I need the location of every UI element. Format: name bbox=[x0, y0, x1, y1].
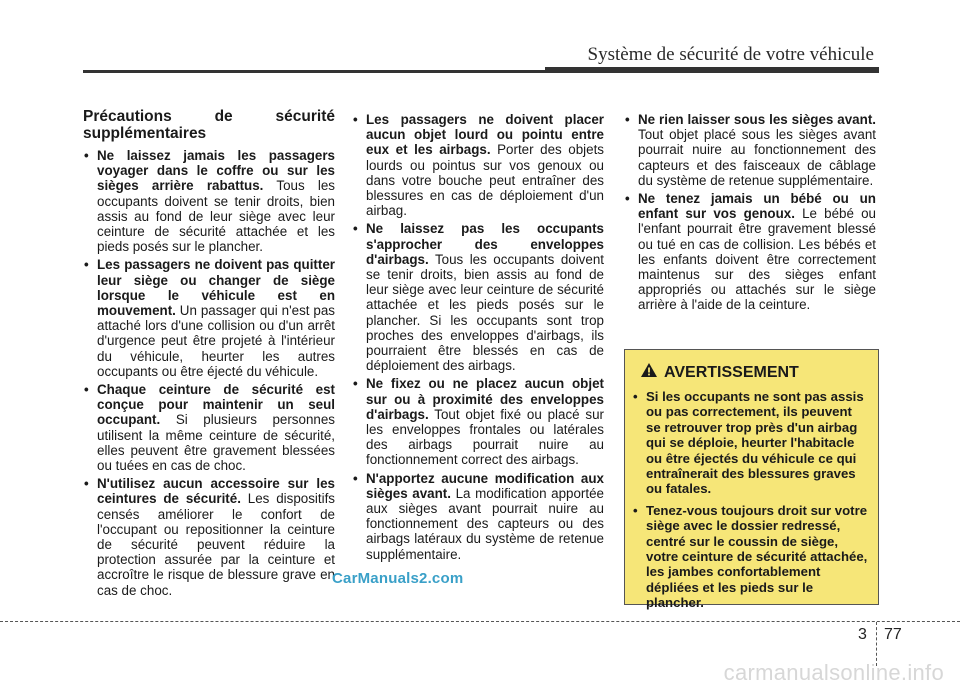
item-bold: Chaque ceinture de sécurité est conçue pour maintenir un seul occupant. bbox=[97, 382, 335, 428]
watermark-link[interactable]: CarManuals2.com bbox=[332, 570, 464, 587]
item-text: Si plusieurs personnes utilisent la même ceinture de sécurité, elles peuvent être gravement blessées ou tuées en cas de choc. bbox=[97, 412, 335, 474]
list-item bbox=[352, 112, 604, 218]
list-item bbox=[352, 471, 604, 562]
item-bold: Les passagers ne doivent placer aucun objet lourd ou pointu entre eux et les airbags. bbox=[366, 112, 604, 158]
precautions-list bbox=[83, 148, 335, 598]
item-bold: Les passagers ne doivent pas quitter leur siège ou changer de siège lorsque le véhicule est en mouvement. bbox=[97, 257, 335, 319]
precautions-list bbox=[352, 112, 604, 562]
item-text: Porter des objets lourds ou pointus sur vos genoux ou dans votre bouche peut entraîner des blessures en cas de déploiement d'un airbag. bbox=[366, 142, 604, 219]
list-item bbox=[83, 257, 335, 379]
item-text: Tous les occupants doivent se tenir droits, bien assis au fond de leur siège avec leur ceinture de sécurité attachée et les pieds posés sur le plancher. bbox=[97, 178, 335, 255]
list-item bbox=[352, 376, 604, 467]
item-bold: Ne laissez jamais les passagers voyager dans le coffre ou sur les sièges arrière rabattus. bbox=[97, 148, 335, 194]
section-title: Précautions de sécurité supplémentaires bbox=[83, 108, 335, 142]
item-bold: Ne rien laisser sous les sièges avant. bbox=[638, 112, 876, 127]
precautions-list bbox=[624, 112, 876, 313]
item-text: Le bébé ou l'enfant pourrait être gravement blessé ou tué en cas de collision. Les bébés et les enfants doivent être correctement maintenus sur des sièges enfant appropriés ou attachés sur le siège arrière à l'aide de la ceinture. bbox=[638, 206, 876, 313]
list-item: • Si les occupants ne sont pas assis ou pas correctement, ils peuvent se retrouver trop près d'un airbag qui se déploie, heurter l'habitacle ou être éjectés du véhicule ce qui entraînerait des blessures graves ou fatales. bbox=[632, 389, 868, 497]
warning-triangle-icon bbox=[640, 362, 658, 383]
warning-list bbox=[632, 389, 868, 611]
item-text: Tous les occupants doivent se tenir droits, bien assis au fond de leur siège avec leur ceinture de sécurité attachée et les pieds posés sur le plancher. Si les occupants sont trop proches des enveloppes d'airbags, ils pourraient être blessés en cas de déploiement des airbags. bbox=[366, 251, 604, 374]
column-2 bbox=[352, 112, 604, 565]
item-text: La modification apportée aux sièges avant pourrait nuire au fonctionnement des capteurs ou des airbags latéraux du système de retenue supplémentaire. bbox=[366, 485, 604, 562]
footer-site-watermark: carmanualsonline.info bbox=[723, 660, 944, 685]
item-bold: Ne tenez jamais un bébé ou un enfant sur vos genoux. bbox=[638, 191, 876, 222]
item-bold: Ne fixez ou ne placez aucun objet sur ou à proximité des enveloppes d'airbags. bbox=[366, 376, 604, 422]
page-number: 77 bbox=[884, 626, 902, 643]
item-bold: Ne laissez pas les occupants s'approcher des enveloppes d'airbags. bbox=[366, 221, 604, 267]
item-bold: N'apportez aucune modification aux sièges avant. bbox=[366, 470, 604, 501]
list-item bbox=[624, 112, 876, 188]
item-text: Tout objet placé sous les sièges avant pourrait nuire au fonctionnement des capteurs et des faisceaux de câblage du système de retenue supplémentaire. bbox=[638, 127, 876, 188]
list-item bbox=[83, 382, 335, 473]
chapter-number: 3 bbox=[858, 626, 867, 643]
warning-box bbox=[624, 349, 879, 611]
warning-title: AVERTISSEMENT bbox=[664, 363, 799, 381]
list-item bbox=[624, 191, 876, 313]
item-text: Un passager qui n'est pas attaché lors d'une collision ou d'un arrêt d'urgence peut être projeté à l'intérieur du véhicule, heurter les autres occupants ou être éjecté du véhicule. bbox=[97, 303, 335, 379]
list-item: • Tenez-vous toujours droit sur votre siège avec le dossier redressé, centré sur le coussin de siège, votre ceinture de sécurité attachée, les jambes confortablement dépliées et les pieds sur le plancher. bbox=[632, 503, 868, 611]
column-1 bbox=[83, 108, 335, 601]
list-item bbox=[352, 221, 604, 373]
column-3 bbox=[624, 112, 876, 316]
item-bold: N'utilisez aucun accessoire sur les ceintures de sécurité. bbox=[97, 476, 335, 507]
header-rule-accent bbox=[545, 67, 879, 73]
list-item bbox=[83, 148, 335, 254]
warning-header bbox=[632, 362, 868, 383]
list-item bbox=[83, 476, 335, 598]
item-text: Tout objet fixé ou placé sur les enveloppes frontales ou latérales des airbags pourrait nuire au fonctionnement correct des airbags. bbox=[366, 406, 604, 468]
chapter-header-title: Système de sécurité de votre véhicule bbox=[587, 44, 874, 65]
footer-divider bbox=[0, 621, 960, 622]
item-text: Les dispositifs censés améliorer le confort de l'occupant ou repositionner la ceinture de sécurité peuvent réduire la protection assurée par la ceinture et accroître le risque de blessure grave en cas de choc. bbox=[97, 491, 336, 598]
